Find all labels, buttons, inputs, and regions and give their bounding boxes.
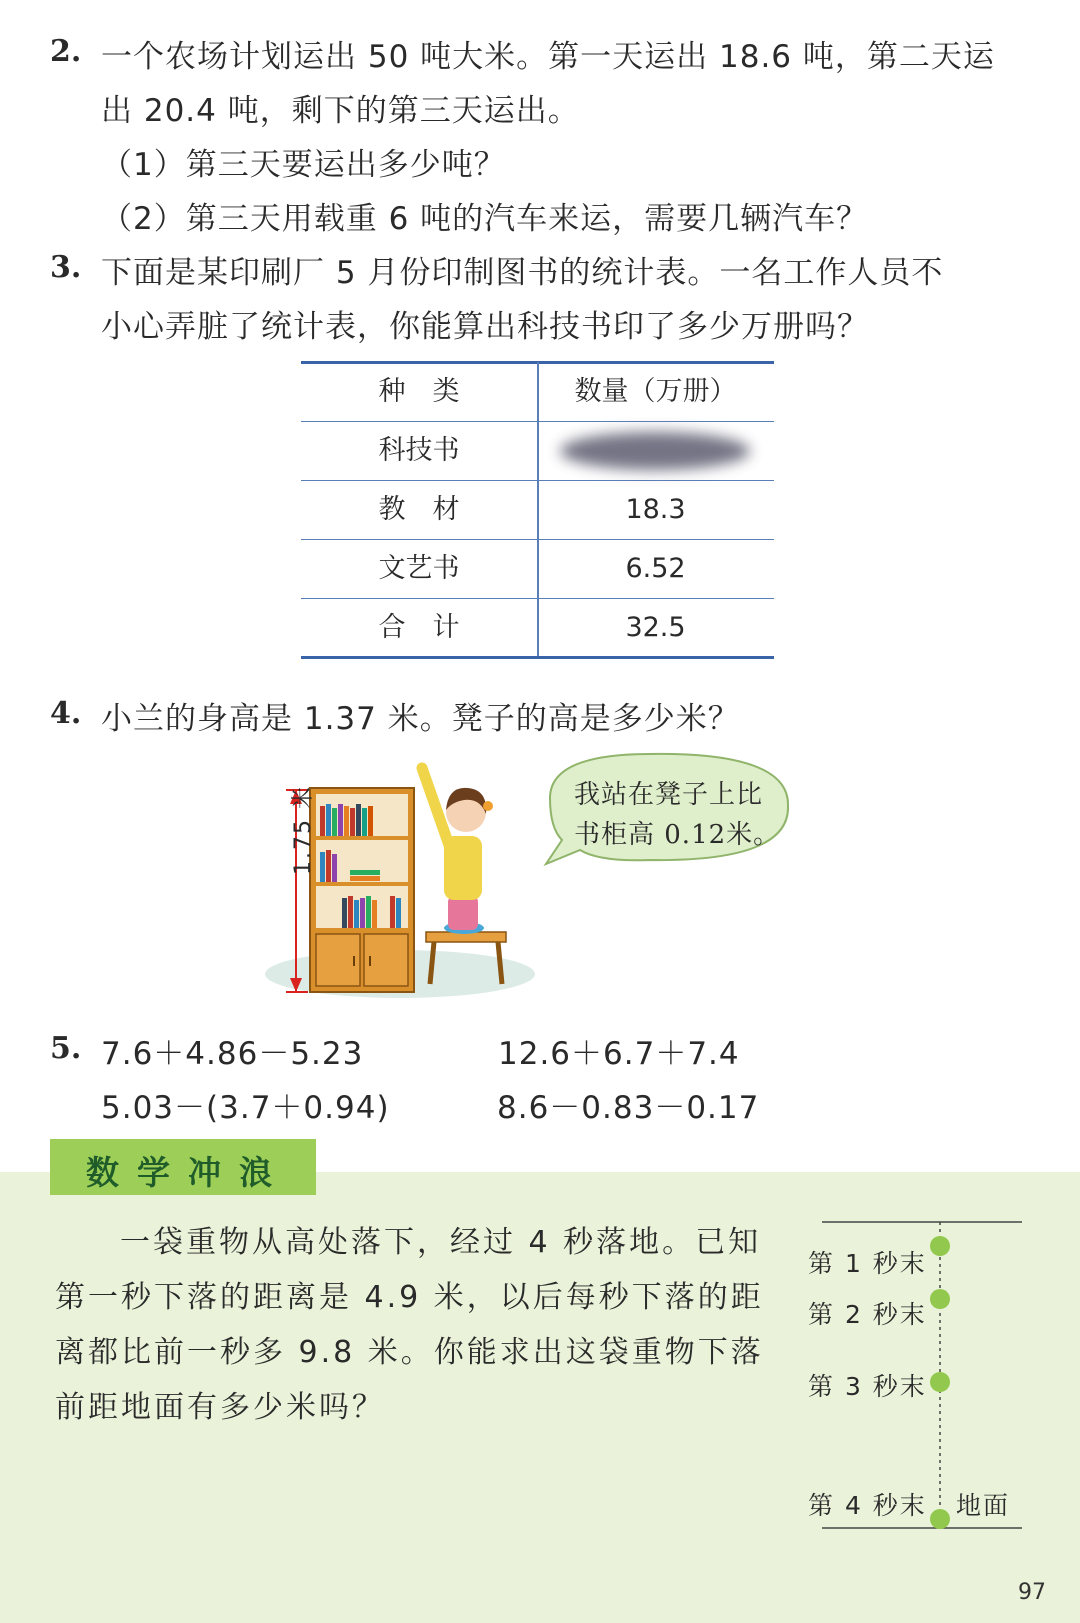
speech-bubble-line-1: 我站在凳子上比 bbox=[574, 780, 764, 810]
position-dot-3 bbox=[930, 1372, 950, 1392]
challenge-line-1: 一袋重物从高处落下，经过 4 秒落地。已知 bbox=[120, 1225, 762, 1260]
problem-4-line-1: 小兰的身高是 1.37 米。凳子的高是多少米？ bbox=[101, 701, 740, 737]
ink-smudge bbox=[560, 432, 750, 470]
problem-2-line-1: 一个农场计划运出 50 吨大米。第一天运出 18.6 吨，第二天运 bbox=[101, 39, 995, 75]
problem-3-line-1: 下面是某印刷厂 5 月份印制图书的统计表。一名工作人员不 bbox=[101, 255, 944, 291]
table-header-quantity: 数量（万册） bbox=[574, 376, 737, 407]
challenge-banner bbox=[50, 1139, 316, 1195]
problem-4-number: 4. bbox=[50, 696, 82, 731]
table-cell-category: 教 材 bbox=[378, 494, 460, 525]
problem-2-question-2: （2）第三天用载重 6 吨的汽车来运，需要几辆汽车？ bbox=[101, 201, 869, 237]
second-2-label: 第 2 秒末 bbox=[808, 1300, 927, 1329]
problem-2-question-1: （1）第三天要运出多少吨？ bbox=[101, 147, 506, 183]
table-cell-value: 6.52 bbox=[625, 553, 686, 584]
second-4-label: 第 4 秒末 bbox=[808, 1491, 927, 1520]
table-header-category: 种 类 bbox=[378, 376, 460, 407]
table-cell-value: 32.5 bbox=[625, 612, 686, 643]
table-cell-value: 18.3 bbox=[625, 494, 686, 525]
expression-1: 7.6＋4.86－5.23 bbox=[101, 1036, 364, 1072]
table-cell-category: 科技书 bbox=[378, 435, 460, 466]
ground-label: 地面 bbox=[956, 1491, 1011, 1520]
cabinet-height-label: 1.75 米 bbox=[291, 785, 316, 875]
table-cell-category: 合 计 bbox=[378, 612, 460, 643]
second-3-label: 第 3 秒末 bbox=[808, 1372, 927, 1401]
problem-3-line-2: 小心弄脏了统计表，你能算出科技书印了多少万册吗？ bbox=[101, 309, 869, 345]
speech-bubble-line-2: 书柜高 0.12米。 bbox=[574, 820, 781, 850]
position-dot-1 bbox=[930, 1236, 950, 1256]
challenge-line-4: 前距地面有多少米吗？ bbox=[55, 1390, 385, 1425]
expression-4: 8.6－0.83－0.17 bbox=[497, 1090, 760, 1126]
expression-3: 5.03－(3.7＋0.94) bbox=[101, 1090, 390, 1126]
problem-3-number: 3. bbox=[50, 250, 82, 285]
challenge-line-3: 离都比前一秒多 9.8 米。你能求出这袋重物下落 bbox=[55, 1335, 764, 1370]
challenge-line-2: 第一秒下落的距离是 4.9 米，以后每秒下落的距 bbox=[55, 1280, 764, 1315]
challenge-title: 数学冲浪 bbox=[86, 1153, 290, 1192]
table-bottom-rule bbox=[301, 656, 774, 659]
expression-2: 12.6＋6.7＋7.4 bbox=[498, 1036, 740, 1072]
problem-5-number: 5. bbox=[50, 1031, 82, 1066]
second-1-label: 第 1 秒末 bbox=[808, 1249, 927, 1278]
page-number: 97 bbox=[1018, 1580, 1046, 1605]
position-dot-4 bbox=[930, 1509, 950, 1529]
table-cell-category: 文艺书 bbox=[378, 553, 460, 584]
table-column-divider bbox=[537, 362, 539, 658]
position-dot-2 bbox=[930, 1289, 950, 1309]
problem-2-line-2: 出 20.4 吨，剩下的第三天运出。 bbox=[101, 93, 580, 129]
problem-2-number: 2. bbox=[50, 34, 82, 69]
